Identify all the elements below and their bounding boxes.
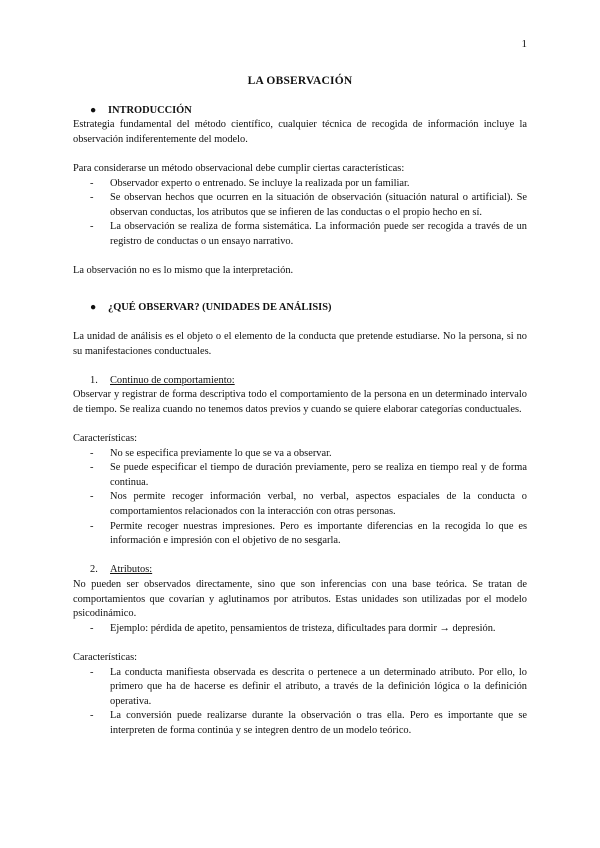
document-title: LA OBSERVACIÓN <box>247 75 353 87</box>
dash-icon: - <box>90 177 94 189</box>
page-number: 1 <box>521 38 527 50</box>
dash-icon: - <box>90 710 94 722</box>
dash-icon: - <box>90 192 94 204</box>
dash-icon: - <box>90 447 94 459</box>
intro-paragraph: Estrategia fundamental del método científico, cualquier técnica de recogida de información incluye la observación indiferentemente del modelo. <box>73 119 527 145</box>
continuo-features-list <box>73 447 527 549</box>
dash-icon: - <box>90 520 94 532</box>
list-item: - Nos permite recoger información verbal, no verbal, aspectos espaciales de la conducta o comportamientos relacionados con la interacción con otras personas. <box>90 491 527 518</box>
atributos-features-list <box>73 666 527 739</box>
dash-icon: - <box>90 462 94 474</box>
conditions-list <box>73 177 527 250</box>
list-item: - La observación se realiza de forma sistemática. La información puede ser recogida a través de un registro de conductas o un ensayo narrativo. <box>90 221 527 247</box>
units-paragraph: La unidad de análisis es el objeto o el elemento de la conducta que pretende estudiarse. No la persona, si no su manifestaciones conductuales. <box>73 330 527 357</box>
atributos-paragraph: No pueden ser observados directamente, sino que son inferencias con una base teórica. Se tratan de comportamientos que covarían y aglutinamos por atributos. Estas unidades son utilizadas por el modelo psicodinámico. <box>73 579 527 620</box>
units-heading-text: ¿QUÉ OBSERVAR? (UNIDADES DE ANÁLISIS) <box>108 301 332 313</box>
list-item: - La conversión puede realizarse durante la observación o tras ella. Pero es importante que se interpreten de forma continúa y se integren dentro de un modelo teórico. <box>90 710 527 736</box>
subsection-title: Atributos: <box>110 564 153 576</box>
list-item: - Observador experto o entrenado. Se incluye la realizada por un familiar. <box>73 177 527 192</box>
subsection-number: 1. <box>90 374 98 386</box>
continuo-paragraph: Observar y registrar de forma descriptiva todo el comportamiento de la persona en un determinado intervalo de tiempo. Se realiza cuando no tenemos datos previos y cuando se quiere elaborar categorías conductuales. <box>73 389 527 415</box>
document-body <box>73 74 527 739</box>
bullet-icon: ● <box>90 301 97 313</box>
dash-icon: - <box>90 622 94 634</box>
section-heading-units <box>73 301 527 316</box>
intro-heading-text: INTRODUCCIÓN <box>108 104 192 116</box>
list-item: - Permite recoger nuestras impresiones. Pero es importante diferencias en la recogida lo que es información e impresión con el objetivo de no sesgarla. <box>90 520 527 547</box>
dash-icon: - <box>90 221 94 233</box>
atributos-features-label: Características: <box>73 651 138 663</box>
list-item: - No se especifica previamente lo que se va a observar. <box>73 447 527 462</box>
continuo-features-label: Características: <box>73 433 138 445</box>
dash-icon: - <box>90 491 94 503</box>
intro-closing: La observación no es lo mismo que la interpretación. <box>73 265 294 277</box>
list-item: - Ejemplo: pérdida de apetito, pensamientos de tristeza, dificultades para dormir → depresión. <box>73 622 527 637</box>
section-heading-intro <box>73 104 527 119</box>
subsection-heading-continuo <box>73 374 527 389</box>
subsection-number: 2. <box>90 564 98 576</box>
list-item: - La conducta manifiesta observada es descrita o pertenece a un determinado atributo. Por ello, lo primero que ha de hacerse es definir el atributo, a través de la definición lógica o la definición operativa. <box>90 666 527 707</box>
conditions-lead: Para considerarse un método observacional debe cumplir ciertas características: <box>73 162 405 174</box>
list-item: - Se puede especificar el tiempo de duración previamente, pero se realiza en tiempo real y de forma continua. <box>90 462 527 488</box>
subsection-heading-atributos <box>73 563 527 578</box>
subsection-title: Continuo de comportamiento: <box>110 374 235 386</box>
bullet-icon: ● <box>90 104 97 116</box>
list-item: - Se observan hechos que ocurren en la situación de observación (situación natural o artificial). Se observan conductas, los atributos que se infieren de las conductas o el propio hecho en sí. <box>90 192 527 218</box>
atributos-example-list <box>73 622 527 637</box>
dash-icon: - <box>90 666 94 678</box>
